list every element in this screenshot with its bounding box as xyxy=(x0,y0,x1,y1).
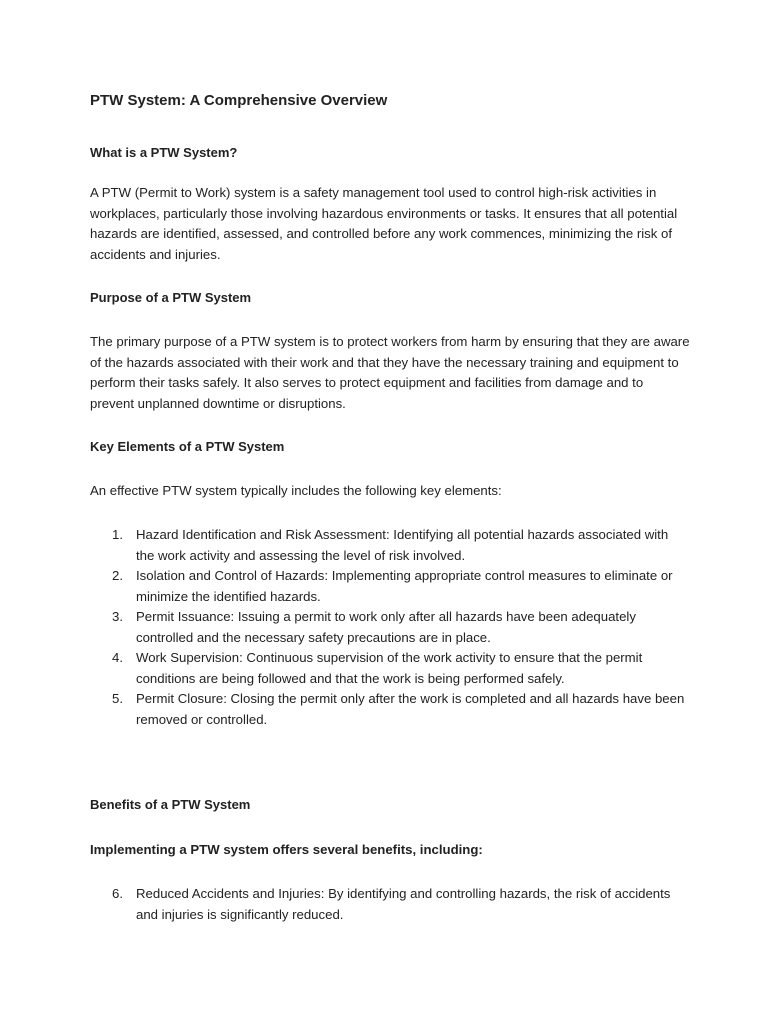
document-title: PTW System: A Comprehensive Overview xyxy=(90,92,388,109)
list-item-number: 4. xyxy=(112,650,123,665)
list-item-text: Hazard Identification and Risk Assessment: Identifying all potential hazards associated with the work activity and assessing the level of risk involved. xyxy=(136,527,669,563)
section-heading-what-is: What is a PTW System? xyxy=(90,145,238,160)
paragraph-purpose: The primary purpose of a PTW system is to protect workers from harm by ensuring that they are aware of the hazards associated with their work and that they have the necessary training and equipment to perform their tasks safely. It also serves to protect equipment and facilities from damage and to prevent unplanned downtime or disruptions. xyxy=(90,334,690,411)
list-item-number: 3. xyxy=(112,609,123,624)
list-item xyxy=(90,884,690,925)
list-item-text: Permit Closure: Closing the permit only after the work is completed and all hazards have been removed or controlled. xyxy=(136,691,685,727)
list-item-number: 5. xyxy=(112,691,123,706)
paragraph-key-elements-intro: An effective PTW system typically includes the following key elements: xyxy=(90,483,502,498)
list-item-text: Reduced Accidents and Injuries: By identifying and controlling hazards, the risk of accidents and injuries is significantly reduced. xyxy=(136,886,671,922)
list-item xyxy=(90,566,690,607)
section-heading-benefits: Benefits of a PTW System xyxy=(90,797,251,812)
section-heading-purpose: Purpose of a PTW System xyxy=(90,290,252,305)
list-item-number: 6. xyxy=(112,886,123,901)
section-heading-key-elements: Key Elements of a PTW System xyxy=(90,439,285,454)
list-item-text: Work Supervision: Continuous supervision of the work activity to ensure that the permit conditions are being followed and that the work is being performed safely. xyxy=(136,650,643,686)
benefits-list xyxy=(90,884,690,925)
paragraph-what-is: A PTW (Permit to Work) system is a safety management tool used to control high-risk activities in workplaces, particularly those involving hazardous environments or tasks. It ensures that all potential hazards are identified, assessed, and controlled before any work commences, minimizing the risk of accidents and injuries. xyxy=(90,185,678,262)
list-item xyxy=(90,648,690,689)
list-item-number: 1. xyxy=(112,527,123,542)
key-elements-list xyxy=(90,525,690,730)
list-item-text: Isolation and Control of Hazards: Implementing appropriate control measures to eliminate or minimize the identified hazards. xyxy=(136,568,673,604)
list-item xyxy=(90,689,690,730)
list-item-number: 2. xyxy=(112,568,123,583)
list-item xyxy=(90,607,690,648)
list-item xyxy=(90,525,690,566)
paragraph-benefits-intro: Implementing a PTW system offers several benefits, including: xyxy=(90,842,483,857)
list-item-text: Permit Issuance: Issuing a permit to work only after all hazards have been adequately controlled and the necessary safety precautions are in place. xyxy=(136,609,636,645)
